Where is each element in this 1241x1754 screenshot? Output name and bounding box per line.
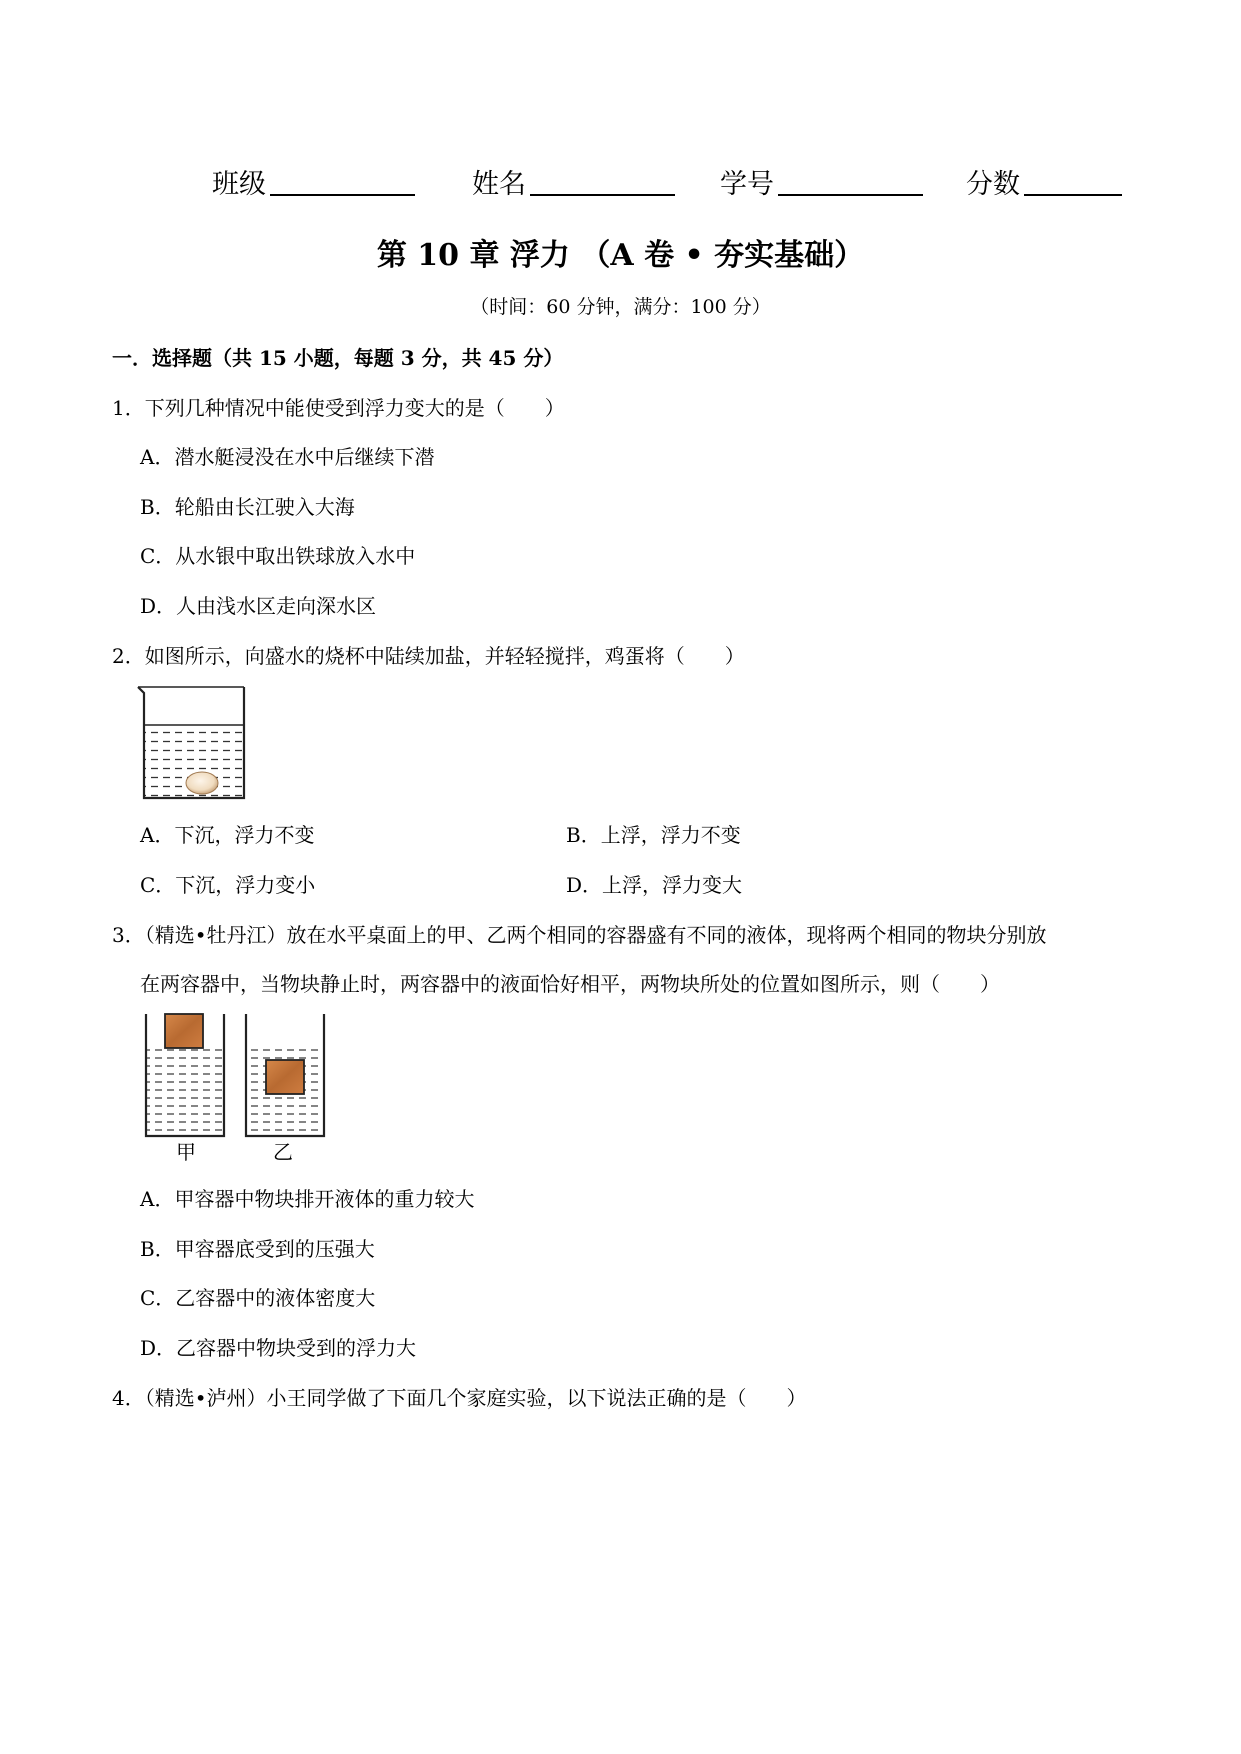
q2-option-d[interactable]: D．上浮，浮力变大 [566, 873, 743, 897]
score-label: 分数 [966, 169, 1020, 200]
q2-option-a[interactable]: A．下沉，浮力不变 [140, 823, 315, 847]
question-3-stem-line1: 3．（精选•牡丹江）放在水平桌面上的甲、乙两个相同的容器盛有不同的液体，现将两个相同的物块分别放 [112, 923, 1047, 947]
exam-info: （时间：60 分钟，满分：100 分） [470, 296, 771, 318]
class-label: 班级 [212, 169, 266, 200]
two-containers-figure [142, 1014, 332, 1164]
question-1-stem: 1．下列几种情况中能使受到浮力变大的是（ ） [112, 396, 565, 420]
section-heading: 一．选择题（共 15 小题，每题 3 分，共 45 分） [112, 346, 564, 370]
q1-option-a[interactable]: A．潜水艇浸没在水中后继续下潜 [140, 445, 435, 469]
student-id-blank[interactable] [778, 194, 923, 196]
class-blank[interactable] [270, 194, 415, 196]
name-blank[interactable] [530, 194, 675, 196]
q3-option-c[interactable]: C．乙容器中的液体密度大 [140, 1286, 376, 1310]
beaker-egg-figure [138, 683, 258, 803]
q2-option-b[interactable]: B．上浮，浮力不变 [566, 823, 741, 847]
figure-label-yi: 乙 [273, 1140, 293, 1164]
figure-label-jia: 甲 [176, 1140, 196, 1164]
score-blank[interactable] [1024, 194, 1122, 196]
student-id-label: 学号 [720, 169, 774, 200]
question-2-stem: 2．如图所示，向盛水的烧杯中陆续加盐，并轻轻搅拌，鸡蛋将（ ） [112, 644, 745, 668]
q3-option-b[interactable]: B．甲容器底受到的压强大 [140, 1237, 375, 1261]
q2-option-c[interactable]: C．下沉，浮力变小 [140, 873, 316, 897]
page-title: 第 10 章 浮力 （A 卷 • 夯实基础） [376, 238, 865, 273]
question-4-stem: 4．（精选•泸州）小王同学做了下面几个家庭实验，以下说法正确的是（ ） [112, 1386, 807, 1410]
q1-option-c[interactable]: C．从水银中取出铁球放入水中 [140, 544, 416, 568]
q1-option-b[interactable]: B．轮船由长江驶入大海 [140, 495, 355, 519]
name-label: 姓名 [472, 169, 526, 200]
q3-option-a[interactable]: A．甲容器中物块排开液体的重力较大 [140, 1187, 475, 1211]
q3-option-d[interactable]: D．乙容器中物块受到的浮力大 [140, 1336, 417, 1360]
question-3-stem-line2: 在两容器中，当物块静止时，两容器中的液面恰好相平，两物块所处的位置如图所示，则（ ） [140, 972, 1000, 996]
q1-option-d[interactable]: D．人由浅水区走向深水区 [140, 594, 377, 618]
